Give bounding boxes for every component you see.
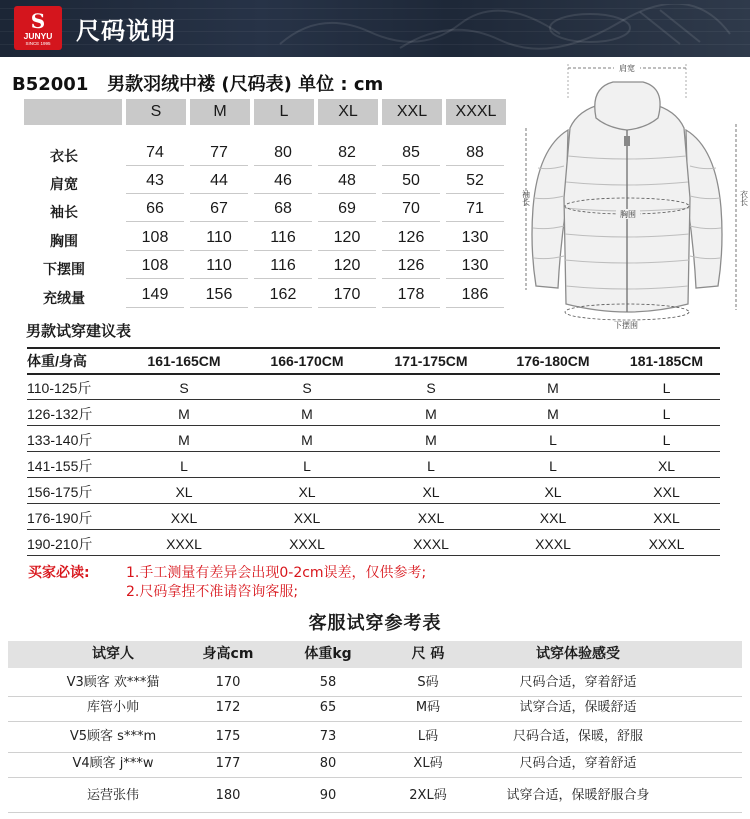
rec-size: XXXL bbox=[289, 536, 325, 552]
size-cell: 52 bbox=[446, 170, 504, 194]
svc-header-cell: 身高cm bbox=[202, 646, 254, 662]
rec-size: L bbox=[662, 432, 671, 448]
header-banner bbox=[0, 0, 750, 57]
rec-size: M bbox=[178, 432, 190, 448]
page-title: 尺码说明 bbox=[76, 17, 176, 45]
logo-mark: S bbox=[30, 9, 46, 33]
rec-size: XXL bbox=[417, 510, 445, 526]
product-title: B52001 男款羽绒中褛 (尺码表) 单位 : cm bbox=[12, 74, 384, 95]
length-label: 衣长 bbox=[739, 190, 749, 206]
service-table-header bbox=[8, 641, 742, 668]
chest-label: 胸围 bbox=[620, 210, 636, 219]
size-cell: 126 bbox=[382, 255, 440, 279]
size-cell: 186 bbox=[446, 284, 504, 308]
rec-size: M bbox=[547, 406, 559, 422]
recommendation-header bbox=[27, 347, 720, 375]
notice-line: 2.尺码拿捏不准请咨询客服; bbox=[126, 584, 299, 600]
service-row bbox=[8, 670, 742, 697]
size-cell: 80 bbox=[254, 142, 312, 166]
hem-label: 下摆围 bbox=[614, 321, 638, 330]
recommendation-row bbox=[27, 399, 720, 426]
size-cell: 130 bbox=[446, 255, 504, 279]
svc-header-cell: 试穿人 bbox=[92, 646, 134, 662]
rec-size: XL bbox=[657, 458, 676, 474]
rec-size: XXL bbox=[653, 484, 680, 500]
size-cell: 68 bbox=[254, 198, 312, 222]
svc-size: M码 bbox=[415, 700, 441, 715]
rec-size: XL bbox=[544, 484, 562, 500]
svc-weight: 90 bbox=[319, 788, 337, 803]
rec-weight: 141-155斤 bbox=[27, 458, 93, 474]
rec-header-cell: 161-165CM bbox=[147, 353, 221, 369]
svc-weight: 58 bbox=[319, 675, 337, 690]
svc-header-cell: 体重kg bbox=[304, 646, 352, 662]
service-row bbox=[8, 697, 742, 722]
svc-person: 库管小帅 bbox=[86, 700, 139, 715]
rec-size: L bbox=[662, 406, 671, 422]
size-cell: 67 bbox=[190, 198, 248, 222]
recommendation-row bbox=[27, 425, 720, 452]
svc-person: V5顾客 s***m bbox=[69, 729, 157, 744]
rec-weight: 126-132斤 bbox=[27, 406, 93, 422]
size-cell: 71 bbox=[446, 198, 504, 222]
rec-header-cell: 181-185CM bbox=[629, 353, 704, 369]
size-cell: 108 bbox=[126, 227, 184, 251]
size-header-cell: XL bbox=[318, 99, 378, 125]
recommendation-title: 男款试穿建议表 bbox=[26, 322, 132, 340]
logo-since: SINCE 1995 bbox=[25, 41, 51, 46]
size-header-cell: L bbox=[254, 99, 314, 125]
svc-size: XL码 bbox=[413, 756, 443, 771]
size-header-cell: XXL bbox=[382, 99, 442, 125]
svc-height: 175 bbox=[215, 729, 241, 744]
svc-feedback: 尺码合适，穿着舒适 bbox=[519, 675, 637, 690]
rec-header-cell: 体重/身高 bbox=[27, 353, 87, 369]
rec-size: XXXL bbox=[166, 536, 202, 552]
size-cell: 77 bbox=[190, 142, 248, 166]
rec-size: XXL bbox=[170, 510, 198, 526]
svc-feedback: 尺码合适，穿着舒适 bbox=[519, 756, 637, 771]
rec-size: L bbox=[180, 458, 188, 474]
rec-weight: 156-175斤 bbox=[27, 484, 93, 500]
svc-feedback: 试穿合适，保暖舒服合身 bbox=[506, 788, 650, 803]
size-row-label: 充绒量 bbox=[43, 291, 85, 307]
zipper-pull bbox=[624, 136, 630, 146]
brand-logo bbox=[14, 6, 62, 50]
svc-feedback: 尺码合适，保暖，舒服 bbox=[512, 729, 643, 744]
svc-header-cell: 尺 码 bbox=[411, 646, 445, 662]
size-cell: 44 bbox=[190, 170, 248, 194]
rec-size: M bbox=[301, 406, 313, 422]
rec-size: L bbox=[427, 458, 435, 474]
size-row-label: 衣长 bbox=[50, 149, 78, 165]
svc-person: V3顾客 欢***猫 bbox=[66, 675, 160, 690]
size-row-label: 肩宽 bbox=[50, 177, 78, 193]
rec-size: XXXL bbox=[413, 536, 449, 552]
recommendation-row bbox=[27, 503, 720, 530]
size-cell: 74 bbox=[126, 142, 184, 166]
rec-size: XXL bbox=[293, 510, 321, 526]
rec-size: XL bbox=[175, 484, 193, 500]
svc-size: S码 bbox=[417, 675, 439, 690]
size-cell: 108 bbox=[126, 255, 184, 279]
svc-height: 177 bbox=[215, 756, 241, 771]
svc-header-cell: 试穿体验感受 bbox=[536, 646, 620, 662]
recommendation-row bbox=[27, 373, 720, 400]
size-header-cell: M bbox=[190, 99, 250, 125]
size-cell: 149 bbox=[126, 284, 184, 308]
rec-size: XXXL bbox=[535, 536, 571, 552]
size-cell: 170 bbox=[318, 284, 376, 308]
shoulder-label: 肩宽 bbox=[619, 64, 635, 73]
size-row-label: 袖长 bbox=[50, 205, 78, 221]
size-row-label: 胸围 bbox=[50, 234, 78, 250]
rec-size: L bbox=[549, 432, 557, 448]
rec-weight: 110-125斤 bbox=[27, 380, 92, 396]
svc-height: 170 bbox=[215, 675, 241, 690]
service-row bbox=[8, 778, 742, 813]
size-cell: 46 bbox=[254, 170, 312, 194]
rec-size: S bbox=[302, 380, 312, 396]
size-cell: 130 bbox=[446, 227, 504, 251]
size-cell: 48 bbox=[318, 170, 376, 194]
size-cell: 110 bbox=[190, 227, 248, 251]
rec-size: XXXL bbox=[648, 536, 685, 552]
rec-weight: 190-210斤 bbox=[27, 536, 93, 552]
recommendation-row bbox=[27, 529, 720, 556]
rec-weight: 176-190斤 bbox=[27, 510, 93, 526]
notice-line: 1.手工测量有差异会出现0-2cm误差，仅供参考; bbox=[126, 565, 427, 581]
svc-size: L码 bbox=[417, 729, 439, 744]
size-cell: 66 bbox=[126, 198, 184, 222]
size-cell: 120 bbox=[318, 227, 376, 251]
recommendation-row bbox=[27, 477, 720, 504]
size-header-cell: S bbox=[126, 99, 186, 125]
size-cell: 82 bbox=[318, 142, 376, 166]
svc-feedback: 试穿合适，保暖舒适 bbox=[519, 700, 637, 715]
rec-weight: 133-140斤 bbox=[27, 432, 93, 448]
rec-size: S bbox=[179, 380, 189, 396]
size-cell: 116 bbox=[254, 227, 312, 251]
notice-label: 买家必读: bbox=[28, 565, 90, 581]
service-row bbox=[8, 722, 742, 753]
size-cell: 120 bbox=[318, 255, 376, 279]
svc-weight: 73 bbox=[319, 729, 337, 744]
rec-size: XXL bbox=[653, 510, 680, 526]
logo-brand: JUNYU bbox=[23, 31, 53, 41]
rec-size: M bbox=[425, 406, 437, 422]
rec-size: M bbox=[547, 380, 559, 396]
size-cell: 110 bbox=[190, 255, 248, 279]
size-cell: 85 bbox=[382, 142, 440, 166]
size-cell: 70 bbox=[382, 198, 440, 222]
rec-size: L bbox=[662, 380, 671, 396]
banner-decoration bbox=[260, 4, 740, 54]
rec-header-cell: 171-175CM bbox=[394, 353, 468, 369]
rec-size: L bbox=[549, 458, 557, 474]
size-cell: 126 bbox=[382, 227, 440, 251]
size-cell: 88 bbox=[446, 142, 504, 166]
svc-size: 2XL码 bbox=[409, 788, 447, 803]
size-cell: 69 bbox=[318, 198, 376, 222]
rec-size: XL bbox=[298, 484, 316, 500]
rec-header-cell: 176-180CM bbox=[516, 353, 590, 369]
rec-size: S bbox=[426, 380, 436, 396]
size-cell: 43 bbox=[126, 170, 184, 194]
rec-size: L bbox=[303, 458, 311, 474]
length-measure bbox=[736, 124, 749, 310]
sleeve-label: 袖长 bbox=[521, 190, 531, 206]
size-cell: 116 bbox=[254, 255, 312, 279]
svc-height: 172 bbox=[215, 700, 241, 715]
svc-weight: 80 bbox=[319, 756, 337, 771]
rec-size: XL bbox=[422, 484, 440, 500]
size-header-blank bbox=[24, 99, 122, 125]
rec-size: M bbox=[301, 432, 313, 448]
size-cell: 178 bbox=[382, 284, 440, 308]
size-header-cell: XXXL bbox=[446, 99, 506, 125]
size-row-label: 下摆围 bbox=[43, 262, 85, 278]
sleeve-measure bbox=[522, 128, 531, 290]
svc-person: V4顾客 j***w bbox=[72, 756, 154, 771]
rec-size: XXL bbox=[539, 510, 567, 526]
svc-height: 180 bbox=[215, 788, 241, 803]
svc-weight: 65 bbox=[319, 700, 337, 715]
size-cell: 50 bbox=[382, 170, 440, 194]
recommendation-row bbox=[27, 451, 720, 478]
size-cell: 162 bbox=[254, 284, 312, 308]
service-row bbox=[8, 753, 742, 778]
svc-person: 运营张伟 bbox=[86, 788, 139, 803]
size-cell: 156 bbox=[190, 284, 248, 308]
rec-size: M bbox=[178, 406, 190, 422]
rec-header-cell: 166-170CM bbox=[270, 353, 344, 369]
rec-size: M bbox=[425, 432, 437, 448]
jacket-diagram bbox=[518, 58, 750, 330]
service-table-title: 客服试穿参考表 bbox=[308, 613, 442, 634]
